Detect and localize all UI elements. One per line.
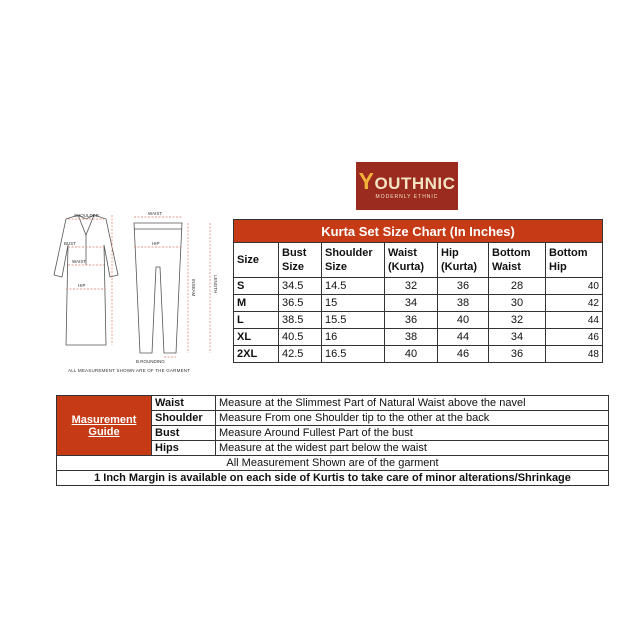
guide-row	[57, 396, 609, 411]
bottom-waist-cell: 32	[489, 312, 546, 329]
guide-desc: Measure Around Fullest Part of the bust	[216, 426, 609, 441]
label-b-rounding: B.ROUNDING	[136, 359, 165, 364]
header-size: Size	[234, 243, 279, 278]
guide-note: All Measurement Shown are of the garment	[57, 456, 609, 471]
shoulder-cell: 14.5	[322, 278, 385, 295]
label-shoulder: SHOULDER	[74, 213, 100, 218]
header-bottom-waist: Bottom Waist	[489, 243, 546, 278]
bottom-waist-cell: 30	[489, 295, 546, 312]
waist-kurta-cell: 40	[385, 346, 438, 363]
bottom-waist-cell: 34	[489, 329, 546, 346]
label-hip-pant: HIP	[152, 241, 160, 246]
shoulder-cell: 15	[322, 295, 385, 312]
guide-key: Hips	[152, 441, 216, 456]
shoulder-cell: 15.5	[322, 312, 385, 329]
hip-kurta-cell: 44	[438, 329, 489, 346]
waist-kurta-cell: 38	[385, 329, 438, 346]
hip-kurta-cell: 46	[438, 346, 489, 363]
garment-measurement-drawing	[48, 205, 224, 375]
size-cell: S	[234, 278, 279, 295]
label-waist-kurta: WAIST	[72, 259, 87, 264]
label-waist-pant: WAIST	[148, 211, 163, 216]
guide-note-row	[57, 456, 609, 471]
header-bottom-hip: Bottom Hip	[546, 243, 603, 278]
label-length: LENGTH	[213, 275, 218, 294]
guide-desc: Measure at the Slimmest Part of Natural Waist above the navel	[216, 396, 609, 411]
bottom-hip-cell: 48	[546, 346, 603, 363]
shoulder-cell: 16.5	[322, 346, 385, 363]
guide-desc: Measure at the widest part below the waist	[216, 441, 609, 456]
size-chart-header-row	[234, 243, 603, 278]
bust-cell: 40.5	[279, 329, 322, 346]
bust-cell: 34.5	[279, 278, 322, 295]
header-waist-kurta: Waist (Kurta)	[385, 243, 438, 278]
margin-note: 1 Inch Margin is available on each side of Kurtis to take care of minor alterations/Shrinkage	[57, 471, 609, 486]
label-hip-kurta: HIP	[78, 283, 86, 288]
size-cell: L	[234, 312, 279, 329]
guide-key: Waist	[152, 396, 216, 411]
measurement-guide-table	[56, 395, 609, 486]
bottom-hip-cell: 44	[546, 312, 603, 329]
brand-logo	[356, 162, 458, 210]
guide-heading: Masurement Guide	[57, 396, 152, 456]
kurta-drawing	[54, 215, 118, 345]
shoulder-cell: 16	[322, 329, 385, 346]
bottom-waist-cell: 28	[489, 278, 546, 295]
label-inseam: INSEAM	[191, 279, 196, 297]
table-row	[234, 312, 603, 329]
table-row	[234, 346, 603, 363]
guide-key: Bust	[152, 426, 216, 441]
size-chart-table	[233, 219, 603, 363]
drawing-caption: ALL MEASUREMENT SHOWN ARE OF THE GARMENT	[68, 368, 191, 373]
logo-wordmark: YOUTHNIC	[358, 167, 456, 194]
size-cell: XL	[234, 329, 279, 346]
bottom-waist-cell: 36	[489, 346, 546, 363]
waist-kurta-cell: 32	[385, 278, 438, 295]
waist-kurta-cell: 36	[385, 312, 438, 329]
bottom-hip-cell: 40	[546, 278, 603, 295]
table-row	[234, 329, 603, 346]
table-row	[234, 295, 603, 312]
bust-cell: 42.5	[279, 346, 322, 363]
guide-desc: Measure From one Shoulder tip to the other at the back	[216, 411, 609, 426]
bust-cell: 38.5	[279, 312, 322, 329]
header-bust: Bust Size	[279, 243, 322, 278]
guide-key: Shoulder	[152, 411, 216, 426]
size-chart-title: Kurta Set Size Chart (In Inches)	[234, 220, 603, 243]
bottom-hip-cell: 46	[546, 329, 603, 346]
guide-margin-row	[57, 471, 609, 486]
hip-kurta-cell: 36	[438, 278, 489, 295]
label-bust: BUST	[64, 241, 77, 246]
hip-kurta-cell: 40	[438, 312, 489, 329]
hip-kurta-cell: 38	[438, 295, 489, 312]
waist-kurta-cell: 34	[385, 295, 438, 312]
table-row	[234, 278, 603, 295]
bust-cell: 36.5	[279, 295, 322, 312]
header-hip-kurta: Hip (Kurta)	[438, 243, 489, 278]
size-cell: M	[234, 295, 279, 312]
header-shoulder: Shoulder Size	[322, 243, 385, 278]
size-cell: 2XL	[234, 346, 279, 363]
logo-tagline: MODERNLY ETHNIC	[375, 193, 439, 200]
bottom-hip-cell: 42	[546, 295, 603, 312]
